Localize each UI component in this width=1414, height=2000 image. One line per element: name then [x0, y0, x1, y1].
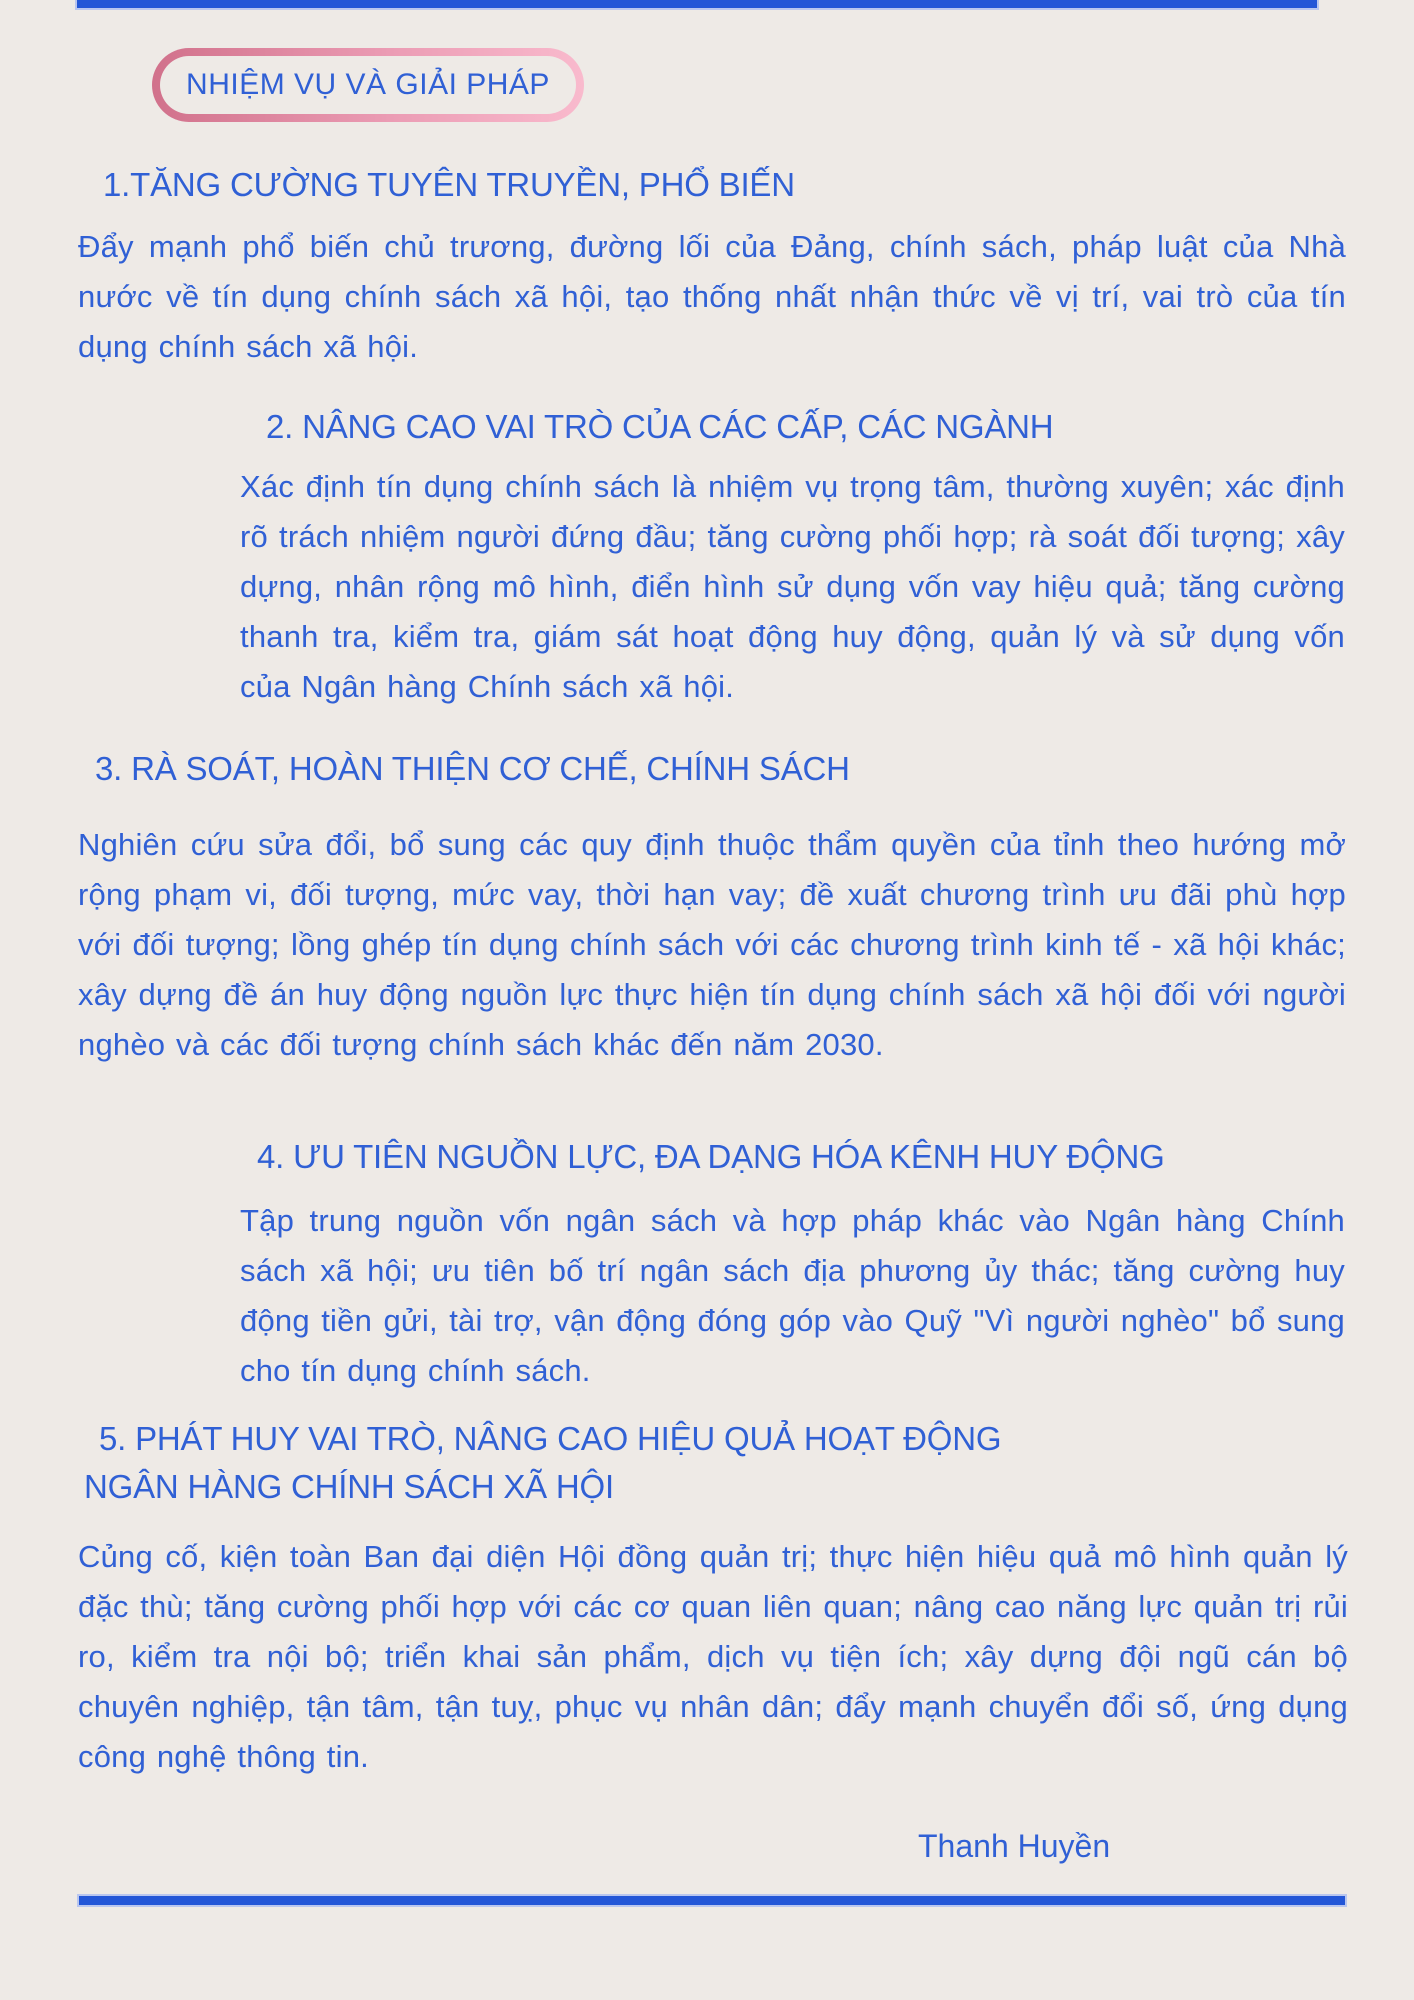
section-1-heading: 1.TĂNG CƯỜNG TUYÊN TRUYỀN, PHỔ BIẾN	[103, 166, 795, 203]
section-4-body: Tập trung nguồn vốn ngân sách và hợp pháp khác vào Ngân hàng Chính sách xã hội; ưu tiên bố trí ngân sách địa phương ủy thác; tăng cường huy động tiền gửi, tài trợ, vận động đóng góp vào Quỹ "Vì người nghèo" bổ sung cho tín dụng chính sách.	[240, 1203, 1345, 1388]
section-3-heading: 3. RÀ SOÁT, HOÀN THIỆN CƠ CHẾ, CHÍNH SÁCH	[95, 750, 850, 787]
top-divider-bar	[75, 0, 1319, 10]
section-2-body: Xác định tín dụng chính sách là nhiệm vụ trọng tâm, thường xuyên; xác định rõ trách nhiệm người đứng đầu; tăng cường phối hợp; rà soát đối tượng; xây dựng, nhân rộng mô hình, điển hình sử dụng vốn vay hiệu quả; tăng cường thanh tra, kiểm tra, giám sát hoạt động huy động, quản lý và sử dụng vốn của Ngân hàng Chính sách xã hội.	[240, 469, 1345, 704]
section-5-heading-line-2: NGÂN HÀNG CHÍNH SÁCH XÃ HỘI	[84, 1468, 614, 1505]
section-5-body: Củng cố, kiện toàn Ban đại diện Hội đồng quản trị; thực hiện hiệu quả mô hình quản lý đặc thù; tăng cường phối hợp với các cơ quan liên quan; nâng cao năng lực quản trị rủi ro, kiểm tra nội bộ; triển khai sản phẩm, dịch vụ tiện ích; xây dựng đội ngũ cán bộ chuyên nghiệp, tận tâm, tận tuỵ, phục vụ nhân dân; đẩy mạnh chuyển đổi số, ứng dụng công nghệ thông tin.	[78, 1539, 1348, 1774]
section-1-body: Đẩy mạnh phổ biến chủ trương, đường lối của Đảng, chính sách, pháp luật của Nhà nước về tín dụng chính sách xã hội, tạo thống nhất nhận thức về vị trí, vai trò của tín dụng chính sách xã hội.	[78, 229, 1346, 364]
author-signature: Thanh Huyền	[918, 1828, 1111, 1864]
section-3-body: Nghiên cứu sửa đổi, bổ sung các quy định thuộc thẩm quyền của tỉnh theo hướng mở rộng phạm vi, đối tượng, mức vay, thời hạn vay; đề xuất chương trình ưu đãi phù hợp với đối tượng; lồng ghép tín dụng chính sách với các chương trình kinh tế - xã hội khác; xây dựng đề án huy động nguồn lực thực hiện tín dụng chính sách xã hội đối với người nghèo và các đối tượng chính sách khác đến năm 2030.	[78, 827, 1346, 1062]
page-title: NHIỆM VỤ VÀ GIẢI PHÁP	[186, 68, 550, 101]
section-4-heading: 4. ƯU TIÊN NGUỒN LỰC, ĐA DẠNG HÓA KÊNH HUY ĐỘNG	[257, 1138, 1165, 1175]
section-2-heading: 2. NÂNG CAO VAI TRÒ CỦA CÁC CẤP, CÁC NGÀNH	[266, 408, 1054, 445]
section-5-heading-line-1: 5. PHÁT HUY VAI TRÒ, NÂNG CAO HIỆU QUẢ HOẠT ĐỘNG	[99, 1420, 1002, 1457]
title-pill	[152, 48, 584, 122]
bottom-divider-bar	[77, 1894, 1347, 1907]
